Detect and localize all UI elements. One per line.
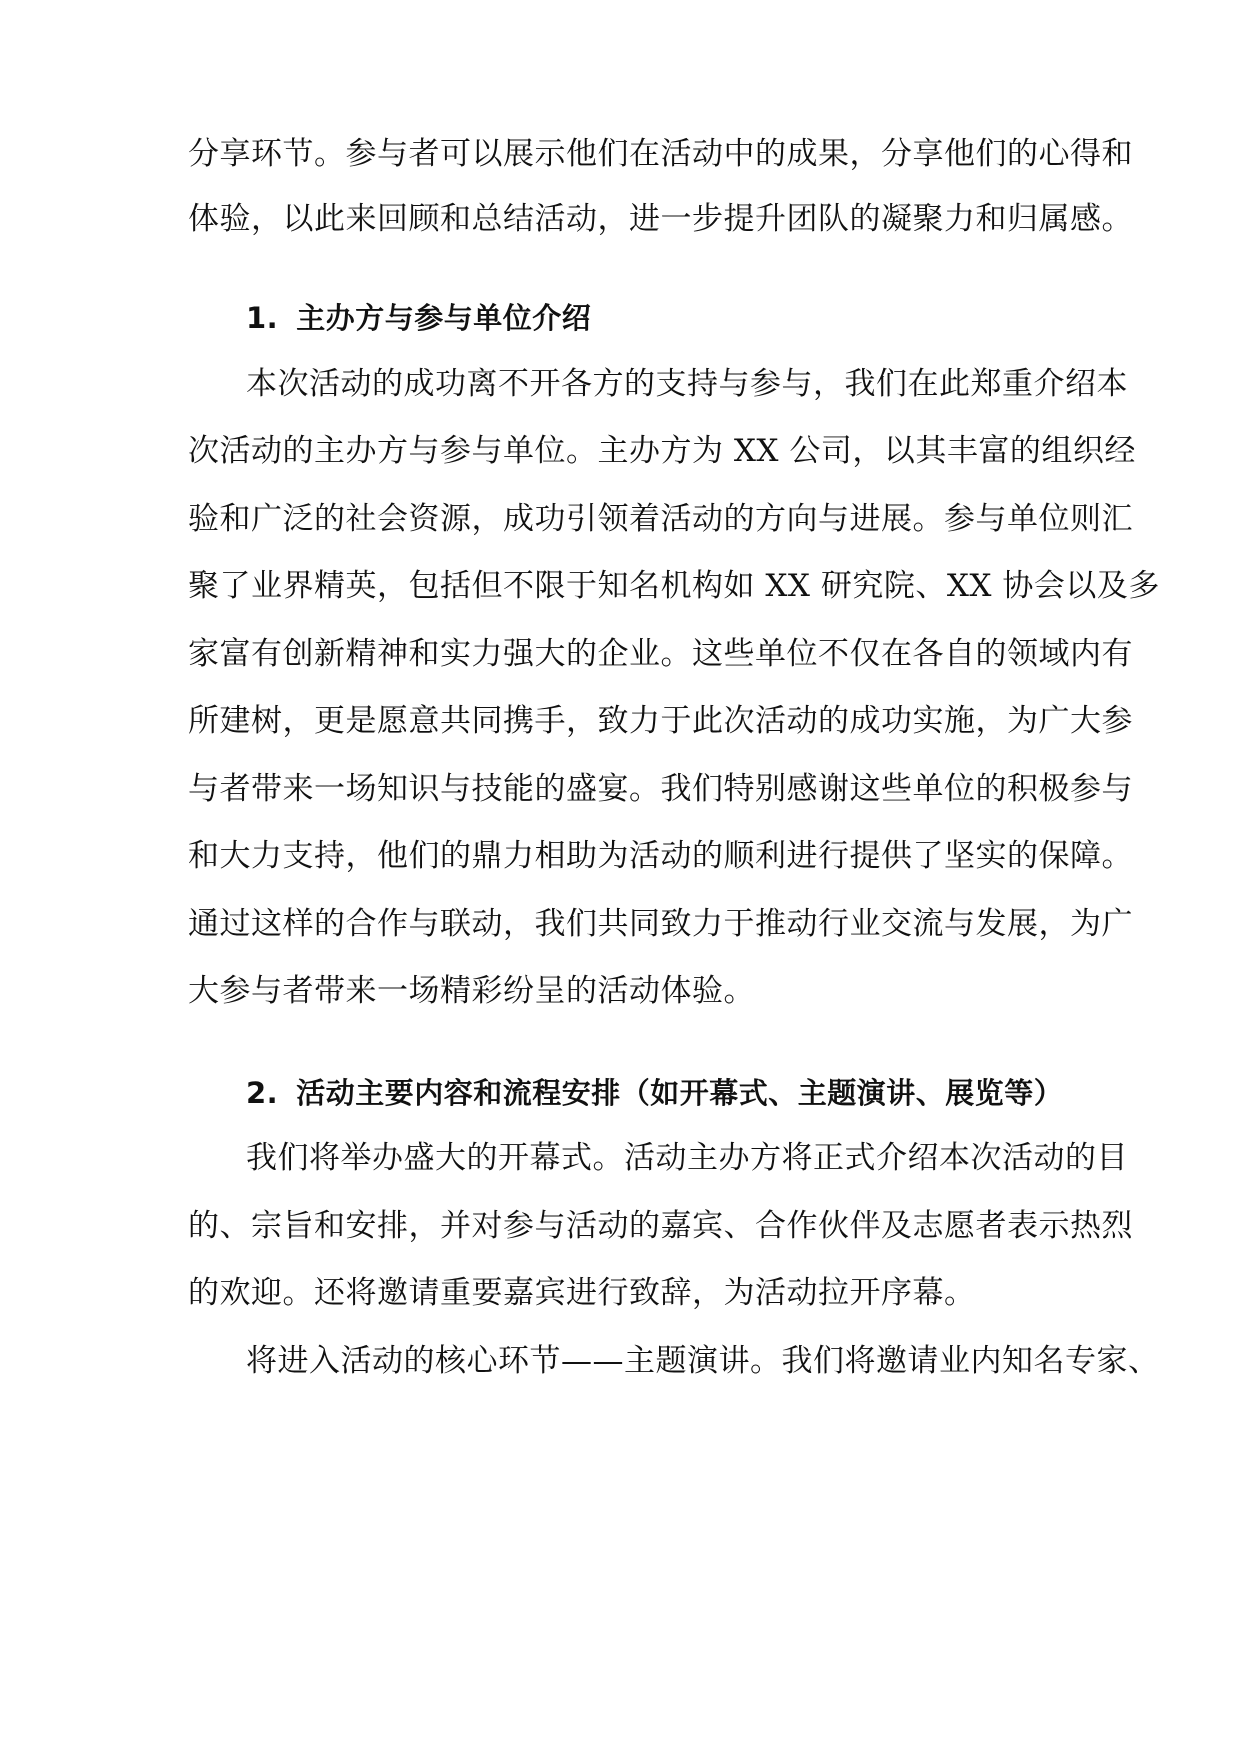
section-1-number: 1. (246, 301, 279, 335)
section-2-number: 2. (246, 1076, 279, 1110)
s2-p1-line-1: 我们将举办盛大的开幕式。活动主办方将正式介绍本次活动的目 (246, 1140, 1128, 1176)
s1-line-7: 与者带来一场知识与技能的盛宴。我们特别感谢这些单位的积极参与 (188, 771, 1133, 807)
s1-line-10: 大参与者带来一场精彩纷呈的活动体验。 (188, 973, 755, 1009)
s1-line-1: 本次活动的成功离不开各方的支持与参与，我们在此郑重介绍本 (246, 366, 1128, 402)
s2-p1-line-3: 的欢迎。还将邀请重要嘉宾进行致辞，为活动拉开序幕。 (188, 1275, 976, 1311)
s1-line-8: 和大力支持，他们的鼎力相助为活动的顺利进行提供了坚实的保障。 (188, 838, 1133, 874)
section-1-heading (246, 298, 1126, 338)
s1-line-9: 通过这样的合作与联动，我们共同致力于推动行业交流与发展，为广 (188, 906, 1133, 942)
s1-line-6: 所建树，更是愿意共同携手，致力于此次活动的成功实施，为广大参 (188, 703, 1133, 739)
s2-p2-line-1: 将进入活动的核心环节——主题演讲。我们将邀请业内知名专家、 (246, 1343, 1160, 1379)
s2-p1-line-2: 的、宗旨和安排，并对参与活动的嘉宾、合作伙伴及志愿者表示热烈 (188, 1208, 1133, 1244)
s1-line-5: 家富有创新精神和实力强大的企业。这些单位不仅在各自的领域内有 (188, 636, 1133, 672)
s1-line-4: 聚了业界精英，包括但不限于知名机构如 XX 研究院、XX 协会以及多 (188, 568, 1160, 604)
section-1-title: 主办方与参与单位介绍 (296, 301, 592, 335)
intro-line-1: 分享环节。参与者可以展示他们在活动中的成果，分享他们的心得和 (188, 136, 1133, 172)
section-2-heading (246, 1073, 1126, 1113)
intro-line-2: 体验，以此来回顾和总结活动，进一步提升团队的凝聚力和归属感。 (188, 201, 1133, 237)
s1-line-2: 次活动的主办方与参与单位。主办方为 XX 公司，以其丰富的组织经 (188, 433, 1136, 469)
section-2-title: 活动主要内容和流程安排（如开幕式、主题演讲、展览等） (296, 1076, 1064, 1110)
s1-line-3: 验和广泛的社会资源，成功引领着活动的方向与进展。参与单位则汇 (188, 501, 1133, 537)
